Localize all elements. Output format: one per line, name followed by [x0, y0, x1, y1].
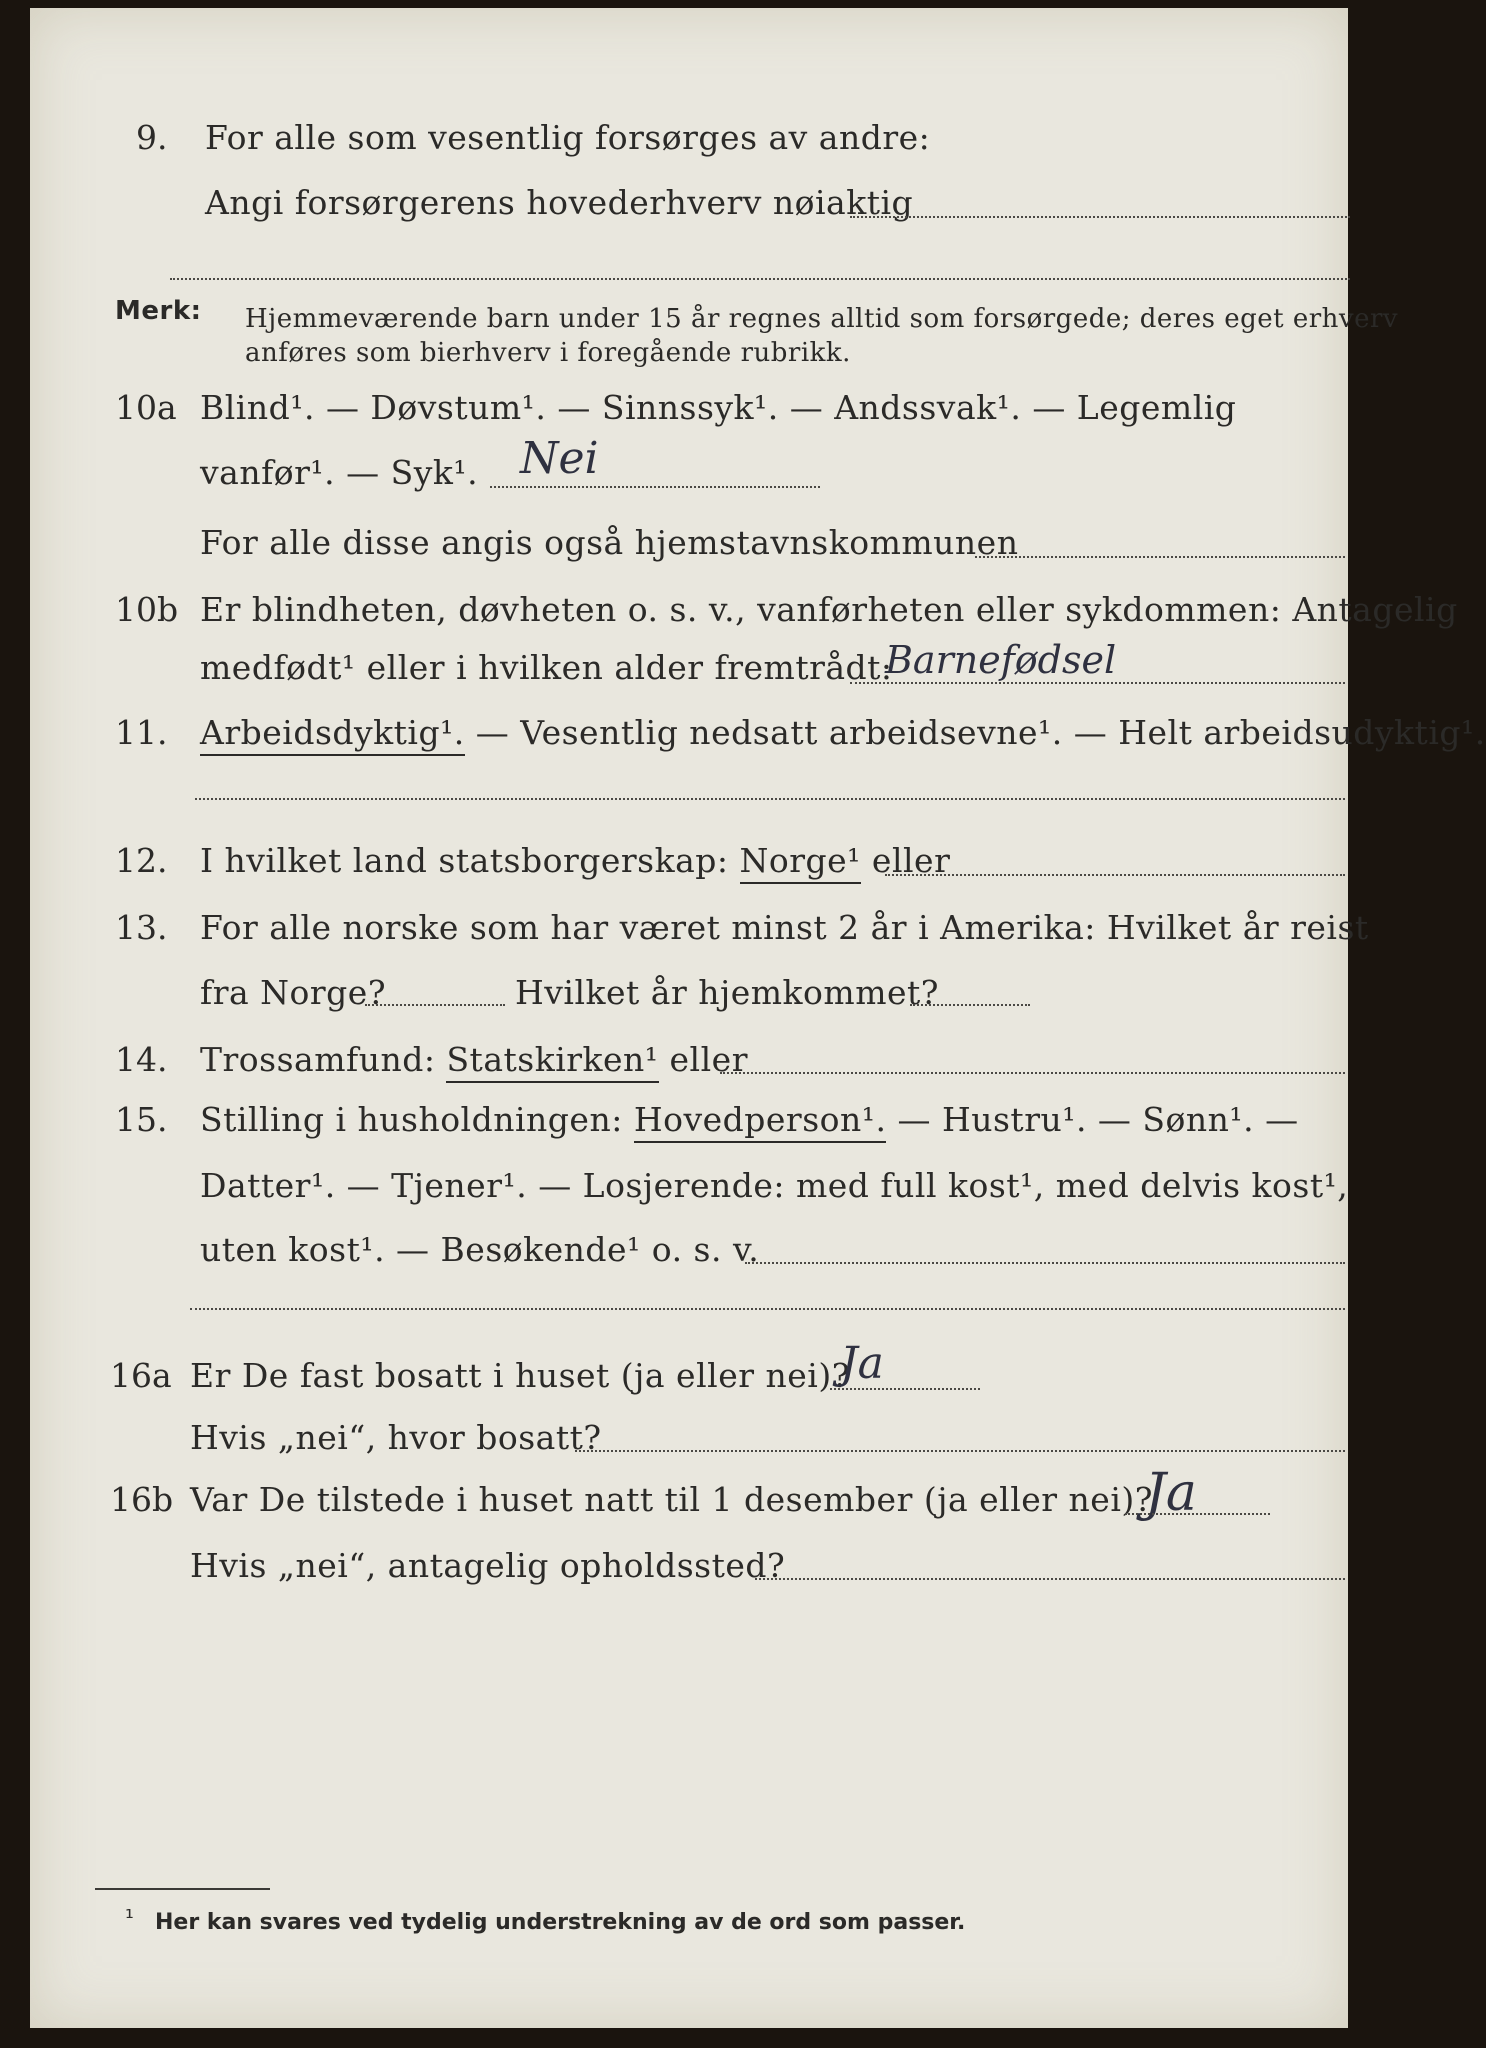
q16a-subquestion: Hvis „nei“, hvor bosatt? — [190, 1418, 602, 1457]
q10a-hjemstavn: For alle disse angis også hjemstavnskommunen — [200, 523, 1019, 562]
q14-text: Trossamfund: — [200, 1040, 436, 1079]
merk-text-2: anføres som bierhverv i foregående rubrikk. — [245, 338, 851, 368]
q12-selected-option: Norge¹ — [740, 841, 861, 884]
q11-answer-line — [195, 798, 1345, 800]
footnote-mark: ¹ — [125, 1906, 134, 1931]
q11-selected-option: Arbeidsdyktig¹. — [200, 713, 465, 756]
q16b-opholdssted-line — [755, 1578, 1345, 1580]
q13-reist-line — [365, 1004, 505, 1006]
q11-other-options: — Vesentlig nedsatt arbeidsevne¹. — Helt arbeidsudyktig¹. — [464, 713, 1486, 752]
q10b-number: 10b — [115, 590, 179, 629]
q15-answer-line-2 — [190, 1308, 1345, 1310]
q10b-handwritten-answer: Barnefødsel — [885, 638, 1117, 682]
footnote-text: Her kan svares ved tydelig understrekning av de ord som passer. — [155, 1910, 966, 1935]
q16a-number: 16a — [110, 1356, 172, 1395]
q16b-handwritten-answer: Ja — [1145, 1463, 1197, 1523]
q10a-answer-line — [490, 486, 820, 488]
q16b-answer-line — [1125, 1513, 1270, 1515]
q16a-bosatt-line — [575, 1450, 1345, 1452]
q14-answer-line — [720, 1072, 1345, 1074]
q12-answer-line — [885, 874, 1345, 876]
q16b-number: 16b — [110, 1480, 174, 1519]
q15-options-2: Datter¹. — Tjener¹. — Losjerende: med full kost¹, med delvis kost¹, — [200, 1166, 1349, 1205]
q10a-options: Blind¹. — Døvstum¹. — Sinnssyk¹. — Andssvak¹. — Legemlig — [200, 388, 1237, 427]
q12-rest: eller — [860, 841, 951, 880]
q10a-options-2: vanfør¹. — Syk¹. — [200, 453, 479, 492]
q13-number: 13. — [115, 908, 168, 947]
merk-label: Merk: — [115, 296, 202, 326]
q16a-handwritten-answer: Ja — [840, 1338, 884, 1389]
q9-question: For alle som vesentlig forsørges av andre: — [205, 118, 931, 157]
q15-number: 15. — [115, 1100, 168, 1139]
q16a-question: Er De fast bosatt i huset (ja eller nei)? — [190, 1356, 850, 1395]
q16b-question: Var De tilstede i huset natt til 1 desember (ja eller nei)? — [190, 1480, 1153, 1519]
q11-number: 11. — [115, 713, 168, 752]
q10a-handwritten-answer: Nei — [520, 433, 599, 484]
q14-rest: eller — [658, 1040, 748, 1079]
q12-text: I hvilket land statsborgerskap: — [200, 841, 729, 880]
q13-reist: fra Norge? — [200, 973, 387, 1012]
q15-rest: — Hustru¹. — Sønn¹. — — [886, 1100, 1299, 1139]
q16b-subquestion: Hvis „nei“, antagelig opholdssted? — [190, 1546, 786, 1585]
q9-answer-line — [850, 216, 1350, 218]
q15-question — [200, 1100, 1299, 1139]
q13-question: For alle norske som har været minst 2 år i Amerika: Hvilket år reist — [200, 908, 1369, 947]
q15-selected-option: Hovedperson¹. — [634, 1100, 887, 1143]
q10b-answer-line — [850, 682, 1345, 684]
q9-answer-line-2 — [170, 278, 1350, 280]
q13-hjemkommet: Hvilket år hjemkommet? — [515, 973, 939, 1012]
footnote-rule — [95, 1888, 270, 1890]
q15-text: Stilling i husholdningen: — [200, 1100, 623, 1139]
q10a-number: 10a — [115, 388, 177, 427]
q14-number: 14. — [115, 1040, 168, 1079]
q9-subquestion: Angi forsørgerens hovederhverv nøiaktig — [205, 183, 914, 222]
census-form-page — [30, 8, 1486, 2028]
q13-hjemkommet-line — [910, 1004, 1030, 1006]
q12-number: 12. — [115, 841, 168, 880]
q15-options-3: uten kost¹. — Besøkende¹ o. s. v. — [200, 1230, 760, 1269]
q15-answer-line — [745, 1262, 1345, 1264]
q16a-answer-line — [830, 1388, 980, 1390]
q12-question — [200, 841, 950, 880]
q10b-question: Er blindheten, døvheten o. s. v., vanførheten eller sykdommen: Antagelig — [200, 590, 1458, 629]
q14-selected-option: Statskirken¹ — [446, 1040, 658, 1083]
q11-options — [200, 713, 1486, 752]
q14-question — [200, 1040, 748, 1079]
merk-text-1: Hjemmeværende barn under 15 år regnes alltid som forsørgede; deres eget erhverv — [245, 304, 1399, 334]
q9-number: 9. — [136, 118, 168, 157]
q10b-question-2: medfødt¹ eller i hvilken alder fremtrådt: — [200, 648, 893, 687]
q10a-hjemstavn-line — [975, 556, 1345, 558]
